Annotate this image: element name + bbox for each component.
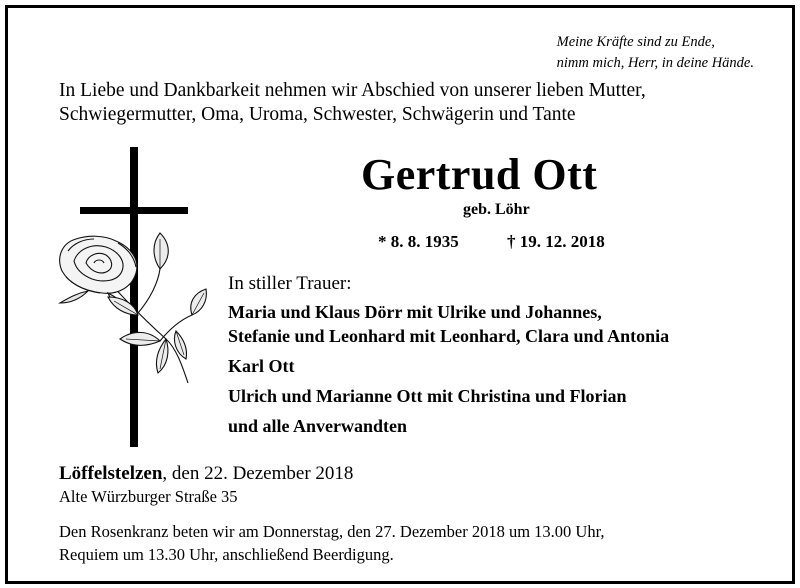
death-date: † 19. 12. 2018 [507, 232, 605, 251]
notice-line-1: Den Rosenkranz beten wir am Donnerstag, den 27. Dezember 2018 um 13.00 Uhr, [59, 522, 605, 541]
birth-name: geb. Löhr [463, 201, 530, 218]
intro-line-2: Schwiegermutter, Oma, Uroma, Schwester, Schwägerin und Tante [59, 104, 576, 125]
motto-line-1: Meine Kräfte sind zu Ende, [556, 34, 715, 50]
place-and-date [59, 463, 353, 485]
intro-line-1: In Liebe und Dankbarkeit nehmen wir Abschied von unserer lieben Mutter, [59, 80, 646, 101]
date-text: , den 22. Dezember 2018 [162, 463, 354, 484]
motto-line-2: nimm mich, Herr, in deine Hände. [556, 55, 754, 71]
mourner-line: Stefanie und Leonhard mit Leonhard, Clara und Antonia [228, 326, 670, 346]
deceased-name: Gertrud Ott [361, 150, 598, 199]
cross-icon [80, 147, 188, 447]
service-notice [59, 520, 605, 566]
cross-and-rose [48, 143, 218, 453]
mourners-label: In stiller Trauer: [228, 273, 352, 294]
intro-text [59, 79, 646, 127]
obituary-notice [5, 5, 795, 584]
place-name: Löffelstelzen [59, 463, 163, 484]
motto [557, 32, 754, 74]
mourner-line: Karl Ott [228, 356, 295, 376]
birth-date: * 8. 8. 1935 [378, 232, 459, 251]
mourner-line: Ulrich und Marianne Ott mit Christina und Florian [228, 386, 627, 406]
street-address: Alte Würzburger Straße 35 [59, 487, 238, 506]
mourner-line: Maria und Klaus Dörr mit Ulrike und Johannes, [228, 302, 602, 322]
notice-line-2: Requiem um 13.30 Uhr, anschließend Beerdigung. [59, 545, 394, 564]
mourner-line: und alle Anverwandten [228, 416, 408, 436]
